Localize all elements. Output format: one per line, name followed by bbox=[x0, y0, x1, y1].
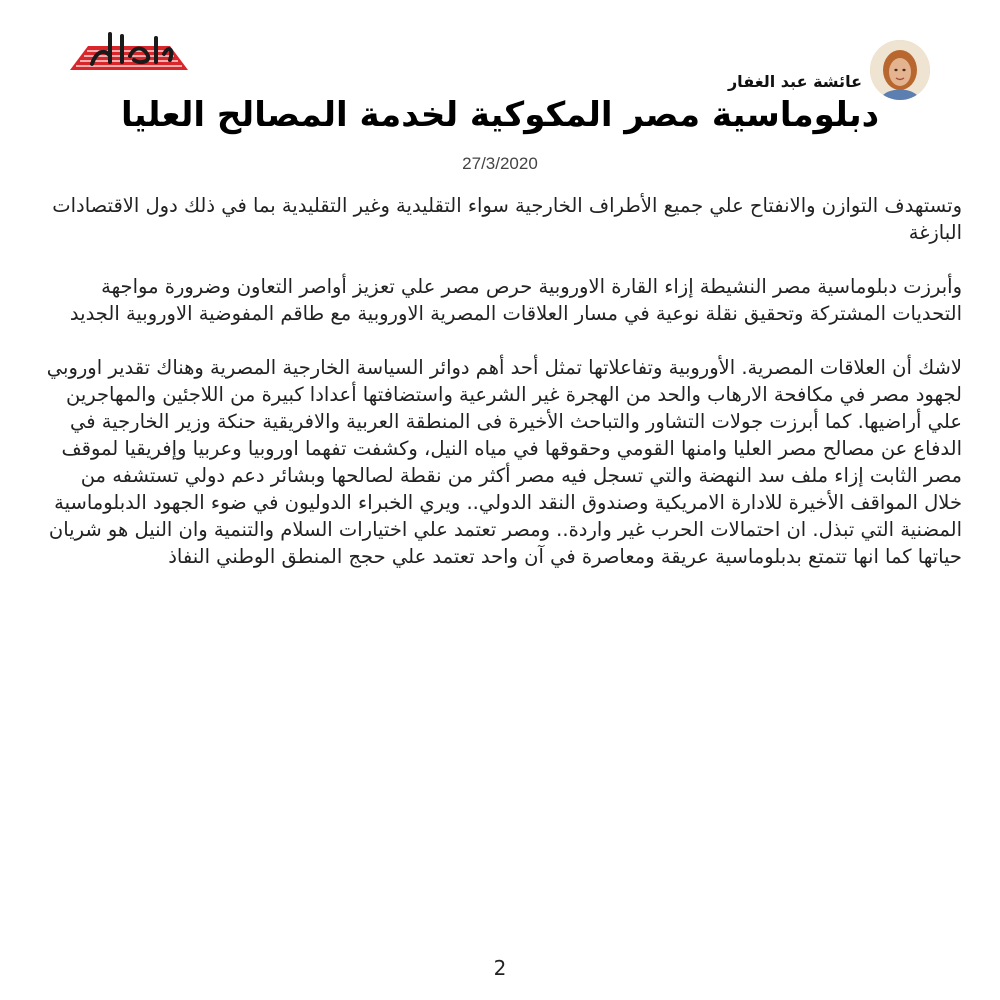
article-body bbox=[38, 192, 962, 597]
article-date: 27/3/2020 bbox=[462, 154, 538, 173]
ahram-logo bbox=[70, 26, 188, 74]
ahram-logo-icon bbox=[70, 26, 188, 74]
article-paragraph: وتستهدف التوازن والانفتاح علي جميع الأطراف الخارجية سواء التقليدية وغير التقليدية بما في ذلك دول الاقتصادات البازغة bbox=[52, 194, 962, 244]
article-paragraph: وأبرزت دبلوماسية مصر النشيطة إزاء القارة الاوروبية حرص مصر علي تعزيز أواصر التعاون وضرورة مواجهة التحديات المشتركة وتحقيق نقلة نوعية في مسار العلاقات المصرية الاوروبية مع طاقم المفوضية الاوروبية الجديد bbox=[69, 275, 962, 325]
article-paragraph: لاشك أن العلاقات المصرية. الأوروبية وتفاعلاتها تمثل أحد أهم دوائر السياسة الخارجية المصرية وهناك تقدير اوروبي لجهود مصر في مكافحة الارهاب والحد من الهجرة غير الشرعية واستضافتها أعدادا كبيرة من اللاجئين والمهاجرين علي أراضيها. كما أبرزت جولات التشاور والتباحث الأخيرة فى المنطقة العربية والافريقية حنكة وزير الخارجية في الدفاع عن مصالح مصر العليا وامنها القومي وحقوقها في مياه النيل، وكشفت تفهما اوروبيا وعربيا وإفريقيا لموقف مصر الثابت إزاء ملف سد النهضة والتي تسجل فيه مصر أكثر من نقطة لصالحها وبشائر دعم دولي تستشفه من خلال المواقف الأخيرة للادارة الامريكية وصندوق النقد الدولي.. ويري الخبراء الدوليون في ضوء الجهود الدبلوماسية المضنية التي تبذل. ان احتمالات الحرب غير واردة.. ومصر تعتمد علي اختيارات السلام والتنمية وان النيل هو شريان حياتها كما انها تتمتع بدبلوماسية عريقة ومعاصرة في آن واحد تعتمد علي حجج المنطق الوطني النفاذ bbox=[46, 356, 962, 568]
author-name: عائشة عبد الغفار bbox=[727, 71, 862, 91]
page-number: 2 bbox=[493, 956, 507, 980]
article-title: دبلوماسية مصر المكوكية لخدمة المصالح العليا bbox=[120, 95, 880, 135]
